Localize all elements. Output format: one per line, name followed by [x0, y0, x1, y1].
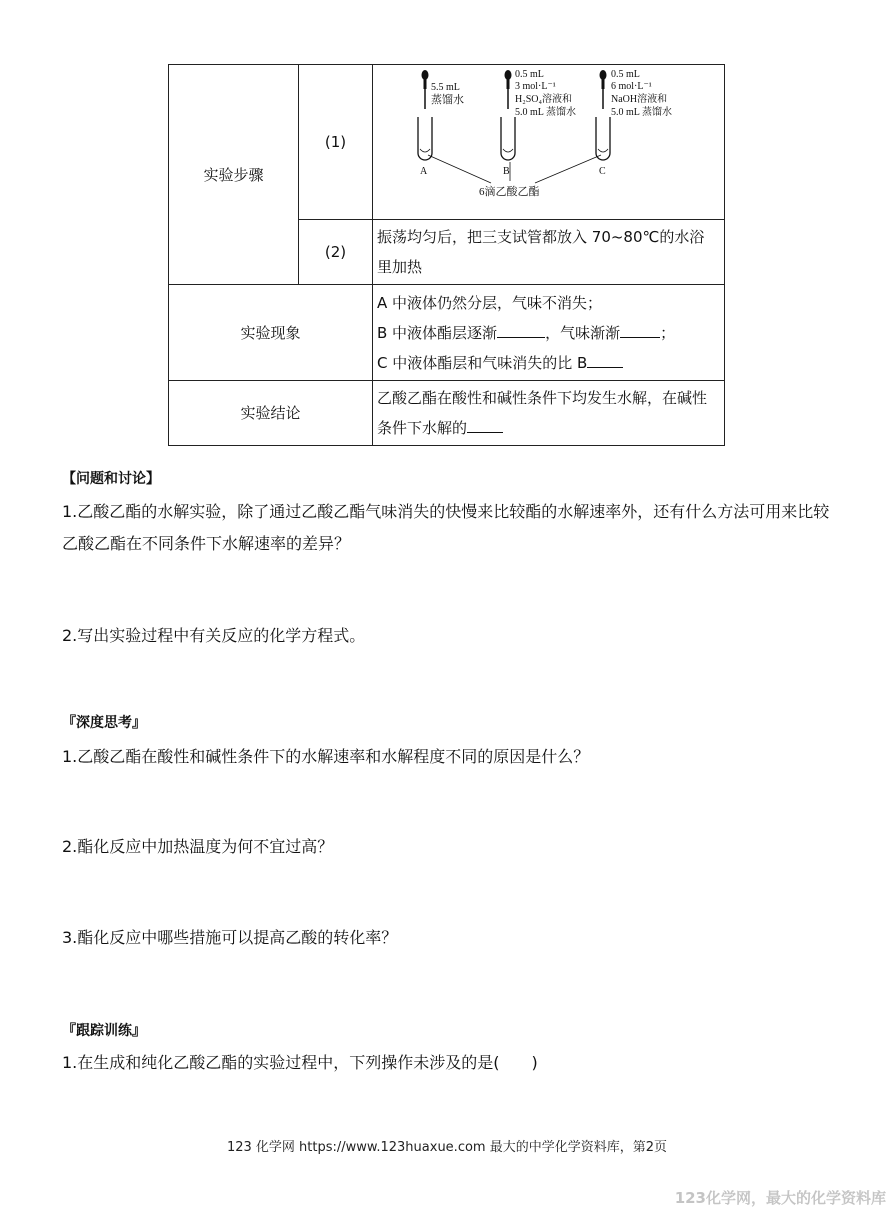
phenomenon-b: B 中液体酯层逐渐 ，气味渐渐 ；: [377, 318, 718, 348]
experiment-table: [168, 64, 725, 446]
row-header-phenomena: 实验现象: [169, 285, 373, 381]
phenomenon-a: A 中液体仍然分层，气味不消失；: [377, 293, 603, 312]
phenomenon-c: C 中液体酯层和气味消失的比 B: [377, 348, 718, 378]
deep-question-3: 3.酯化反应中哪些措施可以提高乙酸的转化率？: [62, 928, 398, 947]
tube-b-water: 5.0 mL 蒸馏水: [515, 107, 577, 118]
discussion-title: 【问题和讨论】: [62, 471, 160, 487]
tube-b: [501, 69, 576, 177]
tube-c-reagent: NaOH溶液和: [611, 94, 668, 105]
tube-c-volume: 0.5 mL: [611, 69, 640, 80]
blank-conclusion: [467, 414, 503, 433]
training-question-1: 1.在生成和纯化乙酸乙酯的实验过程中，下列操作未涉及的是( ): [62, 1053, 538, 1072]
blank-b-ester: [497, 319, 545, 338]
step1-label: (1): [299, 65, 373, 220]
tube-b-reagent: H₂SO₄溶液和: [515, 94, 572, 105]
step2-label: (2): [299, 220, 373, 285]
deep-thinking-title: 『深度思考』: [62, 715, 146, 731]
test-tube-diagram: [373, 65, 723, 209]
tube-b-letter: B: [503, 166, 510, 177]
blank-b-odor: [620, 319, 660, 338]
training-title: 『跟踪训练』: [62, 1023, 146, 1039]
page-footer: 123 化学网 https://www.123huaxue.com 最大的中学化学资料库，第2页: [226, 1140, 667, 1155]
tube-b-concentration: 3 mol·L⁻¹: [515, 81, 556, 92]
discussion-question-1: 1.乙酸乙酯的水解实验，除了通过乙酸乙酯气味消失的快慢来比较酯的水解速率外，还有什么方法可用来比较乙酸乙酯在不同条件下水解速率的差异？: [62, 502, 830, 553]
tube-c-concentration: 6 mol·L⁻¹: [611, 81, 652, 92]
tube-a-letter: A: [420, 166, 428, 177]
deep-question-2: 2.酯化反应中加热温度为何不宜过高？: [62, 837, 334, 856]
row-header-steps: 实验步骤: [169, 65, 299, 285]
tube-c-letter: C: [599, 166, 606, 177]
site-watermark: 123化学网，最大的化学资料库: [674, 1189, 886, 1207]
conclusion-text: 乙酸乙酯在酸性和碱性条件下均发生水解，在碱性条件下水解的: [377, 389, 708, 437]
deep-question-1: 1.乙酸乙酯在酸性和碱性条件下的水解速率和水解程度不同的原因是什么？: [62, 747, 590, 766]
leader-lines: [428, 155, 601, 183]
tube-c: [596, 69, 672, 177]
phenomena-cell: [373, 286, 724, 380]
step1-diagram-cell: [373, 65, 725, 220]
row-header-conclusion: 实验结论: [169, 381, 373, 446]
tube-b-volume: 0.5 mL: [515, 69, 544, 80]
blank-c: [587, 349, 623, 368]
ester-drops-label: 6滴乙酸乙酯: [479, 186, 540, 198]
tube-c-water: 5.0 mL 蒸馏水: [611, 107, 673, 118]
tube-a-volume: 5.5 mL: [431, 82, 460, 93]
discussion-question-2: 2.写出实验过程中有关反应的化学方程式。: [62, 626, 366, 645]
step2-text: 振荡均匀后，把三支试管都放入 70~80℃的水浴里加热: [377, 228, 705, 276]
tube-a-liquid: 蒸馏水: [431, 94, 464, 106]
